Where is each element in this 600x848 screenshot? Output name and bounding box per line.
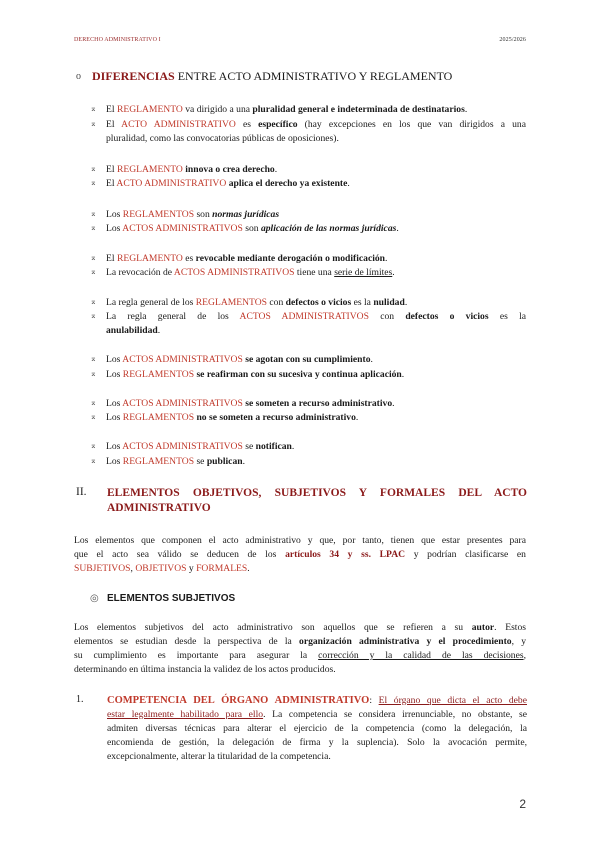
subjective-paragraph: Los elementos subjetivos del acto administrativo son aquellos que se refieren a su autor. Estos elementos se estudian desde la perspectiva de la organización administrativa y el procedimiento, y su cumplimiento es importante para asegurar la corrección y la calidad de las decisiones, determinando en última instancia la validez de los actos producidos. [74, 622, 527, 675]
difference-line: La regla general de los REGLAMENTOS con defectos o vicios es la nulidad. [106, 297, 408, 308]
difference-line: Los REGLAMENTOS se reafirman con su sucesiva y continua aplicación. [106, 369, 405, 380]
difference-line: El ACTO ADMINISTRATIVO es específico (hay excepciones en los que van dirigidos a una [106, 119, 526, 130]
intro-paragraph: Los elementos que componen el acto administrativo y que, por tanto, tienen que estar presentes para que el acto sea válido se deducen de los artículos 34 y ss. LPAC y podrían clasificarse en SUBJETIVOS, OBJETIVOS y FORMALES. [74, 535, 526, 574]
difference-line: La regla general de los ACTOS ADMINISTRATIVOS con defectos o vicios es la [106, 311, 527, 322]
item-number: 1. [76, 694, 84, 705]
subsection-title: DIFERENCIAS ENTRE ACTO ADMINISTRATIVO Y REGLAMENTO [92, 69, 453, 83]
bullet-icon: ⌅ [90, 412, 97, 421]
difference-line: La revocación de ACTOS ADMINISTRATIVOS tiene una serie de límites. [106, 267, 395, 278]
section-title-line2: ADMINISTRATIVO [107, 502, 211, 514]
header-academic-year: 2025/2026 [499, 37, 526, 43]
difference-line: El ACTO ADMINISTRATIVO aplica el derecho ya existente. [106, 178, 350, 189]
difference-line: El REGLAMENTO va dirigido a una pluralidad general e indeterminada de destinatarios. [106, 104, 468, 115]
bullet-icon: ⌅ [90, 119, 97, 128]
difference-line: El REGLAMENTO es revocable mediante derogación o modificación. [106, 253, 388, 264]
difference-line: El REGLAMENTO innova o crea derecho. [106, 164, 278, 175]
bullet-icon: ⌅ [90, 456, 97, 465]
difference-line: Los REGLAMENTOS son normas jurídicas [106, 209, 280, 220]
bullet-icon: ⌅ [90, 209, 97, 218]
difference-line: Los ACTOS ADMINISTRATIVOS se someten a recurso administrativo. [106, 398, 395, 409]
bullet-icon: ⌅ [90, 311, 97, 320]
difference-line: Los ACTOS ADMINISTRATIVOS son aplicación de las normas jurídicas. [106, 223, 399, 234]
difference-line: Los ACTOS ADMINISTRATIVOS se agotan con su cumplimiento. [106, 354, 373, 365]
subsection-bullet: o [76, 71, 81, 82]
bullet-icon: ⌅ [90, 297, 97, 306]
subjective-elements-heading: ELEMENTOS SUBJETIVOS [107, 593, 236, 604]
difference-line: pluralidad, como las convocatorias públicas de oposiciones). [106, 133, 339, 144]
header-course-title: DERECHO ADMINISTRATIVO I [74, 37, 161, 43]
difference-line: Los ACTOS ADMINISTRATIVOS se notifican. [106, 441, 295, 452]
difference-line: anulabilidad. [106, 325, 161, 336]
difference-line: Los REGLAMENTOS se publican. [106, 456, 245, 467]
bullet-icon: ⌅ [90, 178, 97, 187]
bullet-icon: ⌅ [90, 441, 97, 450]
bullet-icon: ⌅ [90, 253, 97, 262]
page-number: 2 [519, 797, 526, 811]
competence-item: COMPETENCIA DEL ÓRGANO ADMINISTRATIVO: El órgano que dicta el acto debe estar legalmente habilitado para ello. La competencia se considera irrenunciable, no obstante, se admiten diversas técnicas para alterar el ejercicio de la competencia (como la delegación, la encomienda de gestión, la delegación de firma y la suplencia). Solo la avocación permite, excepcionalmente, alterar la titularidad de la competencia. [107, 695, 527, 762]
bullet-icon: ⌅ [90, 369, 97, 378]
section-number: II. [76, 486, 87, 498]
bullet-icon: ⌅ [90, 164, 97, 173]
bullet-icon: ⌅ [90, 398, 97, 407]
section-title-line1: ELEMENTOS OBJETIVOS, SUBJETIVOS Y FORMALES DEL ACTO [107, 487, 527, 499]
bullet-icon: ⌅ [90, 104, 97, 113]
bullet-icon: ⌅ [90, 267, 97, 276]
bullet-icon: ⌅ [90, 354, 97, 363]
bullet-icon: ⌅ [90, 223, 97, 232]
difference-line: Los REGLAMENTOS no se someten a recurso administrativo. [106, 412, 359, 423]
target-icon: ◎ [90, 593, 99, 604]
